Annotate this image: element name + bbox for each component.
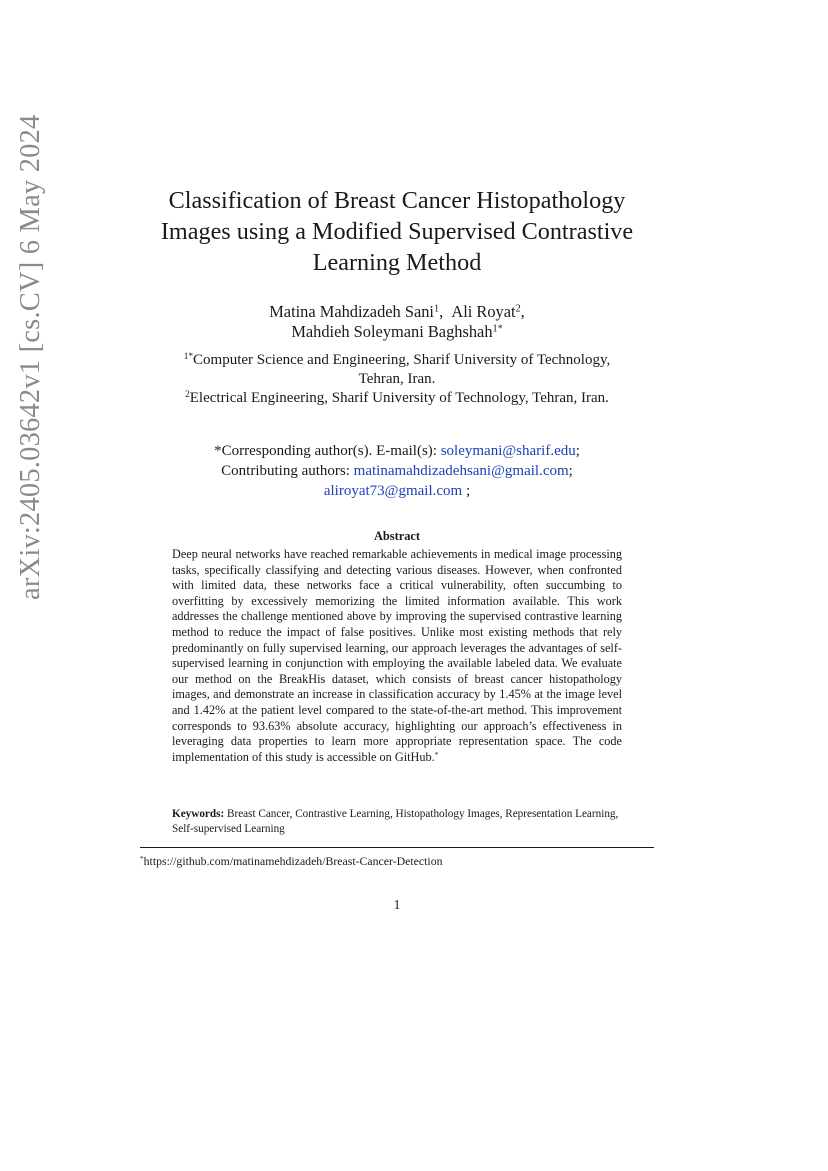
footnote-mark[interactable]: * [434,749,439,759]
abstract-heading: Abstract [373,529,421,543]
abstract-text: Deep neural networks have reached remarkable achievements in medical image processing tasks, specifically classifying and detecting various diseases. However, when confronted with limited data, these networks face a critical vulnerability, often succumbing to overfitting by excessively memorizing the limited information available. This work addresses the challenge mentioned above by improving the supervised contrastive learning method to reduce the impact of false positives. Unlike most existing methods that rely predominantly on fully supervised learning, our approach leverages the advantages of self-supervised learning in conjunction with employing the available labeled data. We evaluate our method on the BreakHis dataset, which consists of breast cancer histopathology images, and demonstrate an increase in classification accuracy by 1.45% at the image level and 1.42% at the patient level compared to the state-of-the-art method. This improvement corresponds to 93.63% absolute accuracy, highlighting our approach’s effectiveness in leveraging data properties to learn more appropriate representation space. The code implementation of this study is accessible on GitHub. [172,547,622,764]
contrib-sep: ; [568,463,573,479]
contrib-email-link[interactable]: aliroyat73@gmail.com [323,483,463,499]
footnote-url[interactable]: https://github.com/matinamehdizadeh/Breast-Cancer-Detection [143,854,443,868]
keywords-label: Keywords: [172,808,225,820]
affiliation-2 [140,389,654,408]
keywords [172,807,622,836]
affil-mark: 2 [185,389,190,400]
author-name: Ali Royat [451,302,516,321]
authors-line-1 [140,302,654,322]
contact-info [140,441,654,501]
paper-title [140,185,654,278]
author-list [140,302,654,342]
contrib-email-link[interactable]: matinamahdizadehsani@gmail.com [353,463,569,479]
affiliations [140,351,654,408]
title-line: Images using a Modified Supervised Contrastive [160,218,634,245]
contributing-authors-cont [140,481,654,501]
author-affil-mark: 1 [434,303,440,315]
corr-suffix: ; [575,443,580,459]
keywords-text: Breast Cancer, Contrastive Learning, Histopathology Images, Representation Learning, Self-supervised Learning [172,808,619,835]
affil-mark: 1* [183,351,194,362]
authors-line-2 [140,322,654,342]
corr-email-link[interactable]: soleymani@sharif.edu [440,443,576,459]
abstract-body [172,547,622,765]
arxiv-side-label: arXiv:2405.03642v1 [cs.CV] 6 May 2024 [15,114,46,600]
affil-text: Computer Science and Engineering, Sharif University of Technology, [193,352,611,368]
corr-label: *Corresponding author(s). E-mail(s): [214,443,441,459]
footnote-rule [140,847,654,848]
affiliation-1-cont: Tehran, Iran. [358,371,436,387]
author-affil-mark: 1* [492,323,503,335]
footnote [140,854,654,869]
footnote-mark: * [140,853,144,863]
title-line: Classification of Breast Cancer Histopathology [168,187,626,214]
author-name: Mahdieh Soleymani Baghshah [291,322,493,341]
corresponding-author [140,441,654,461]
author-affil-mark: 2 [515,303,521,315]
affil-text: Electrical Engineering, Sharif University of Technology, Tehran, Iran. [189,390,609,406]
contrib-end: ; [462,483,471,499]
author-name: Matina Mahdizadeh Sani [269,302,434,321]
page-number: 1 [393,897,401,912]
author-separator: , [439,302,452,321]
affiliation-1 [140,351,654,370]
title-line: Learning Method [312,249,482,276]
contrib-label: Contributing authors: [221,463,354,479]
author-separator: , [520,302,525,321]
contributing-authors [140,461,654,481]
